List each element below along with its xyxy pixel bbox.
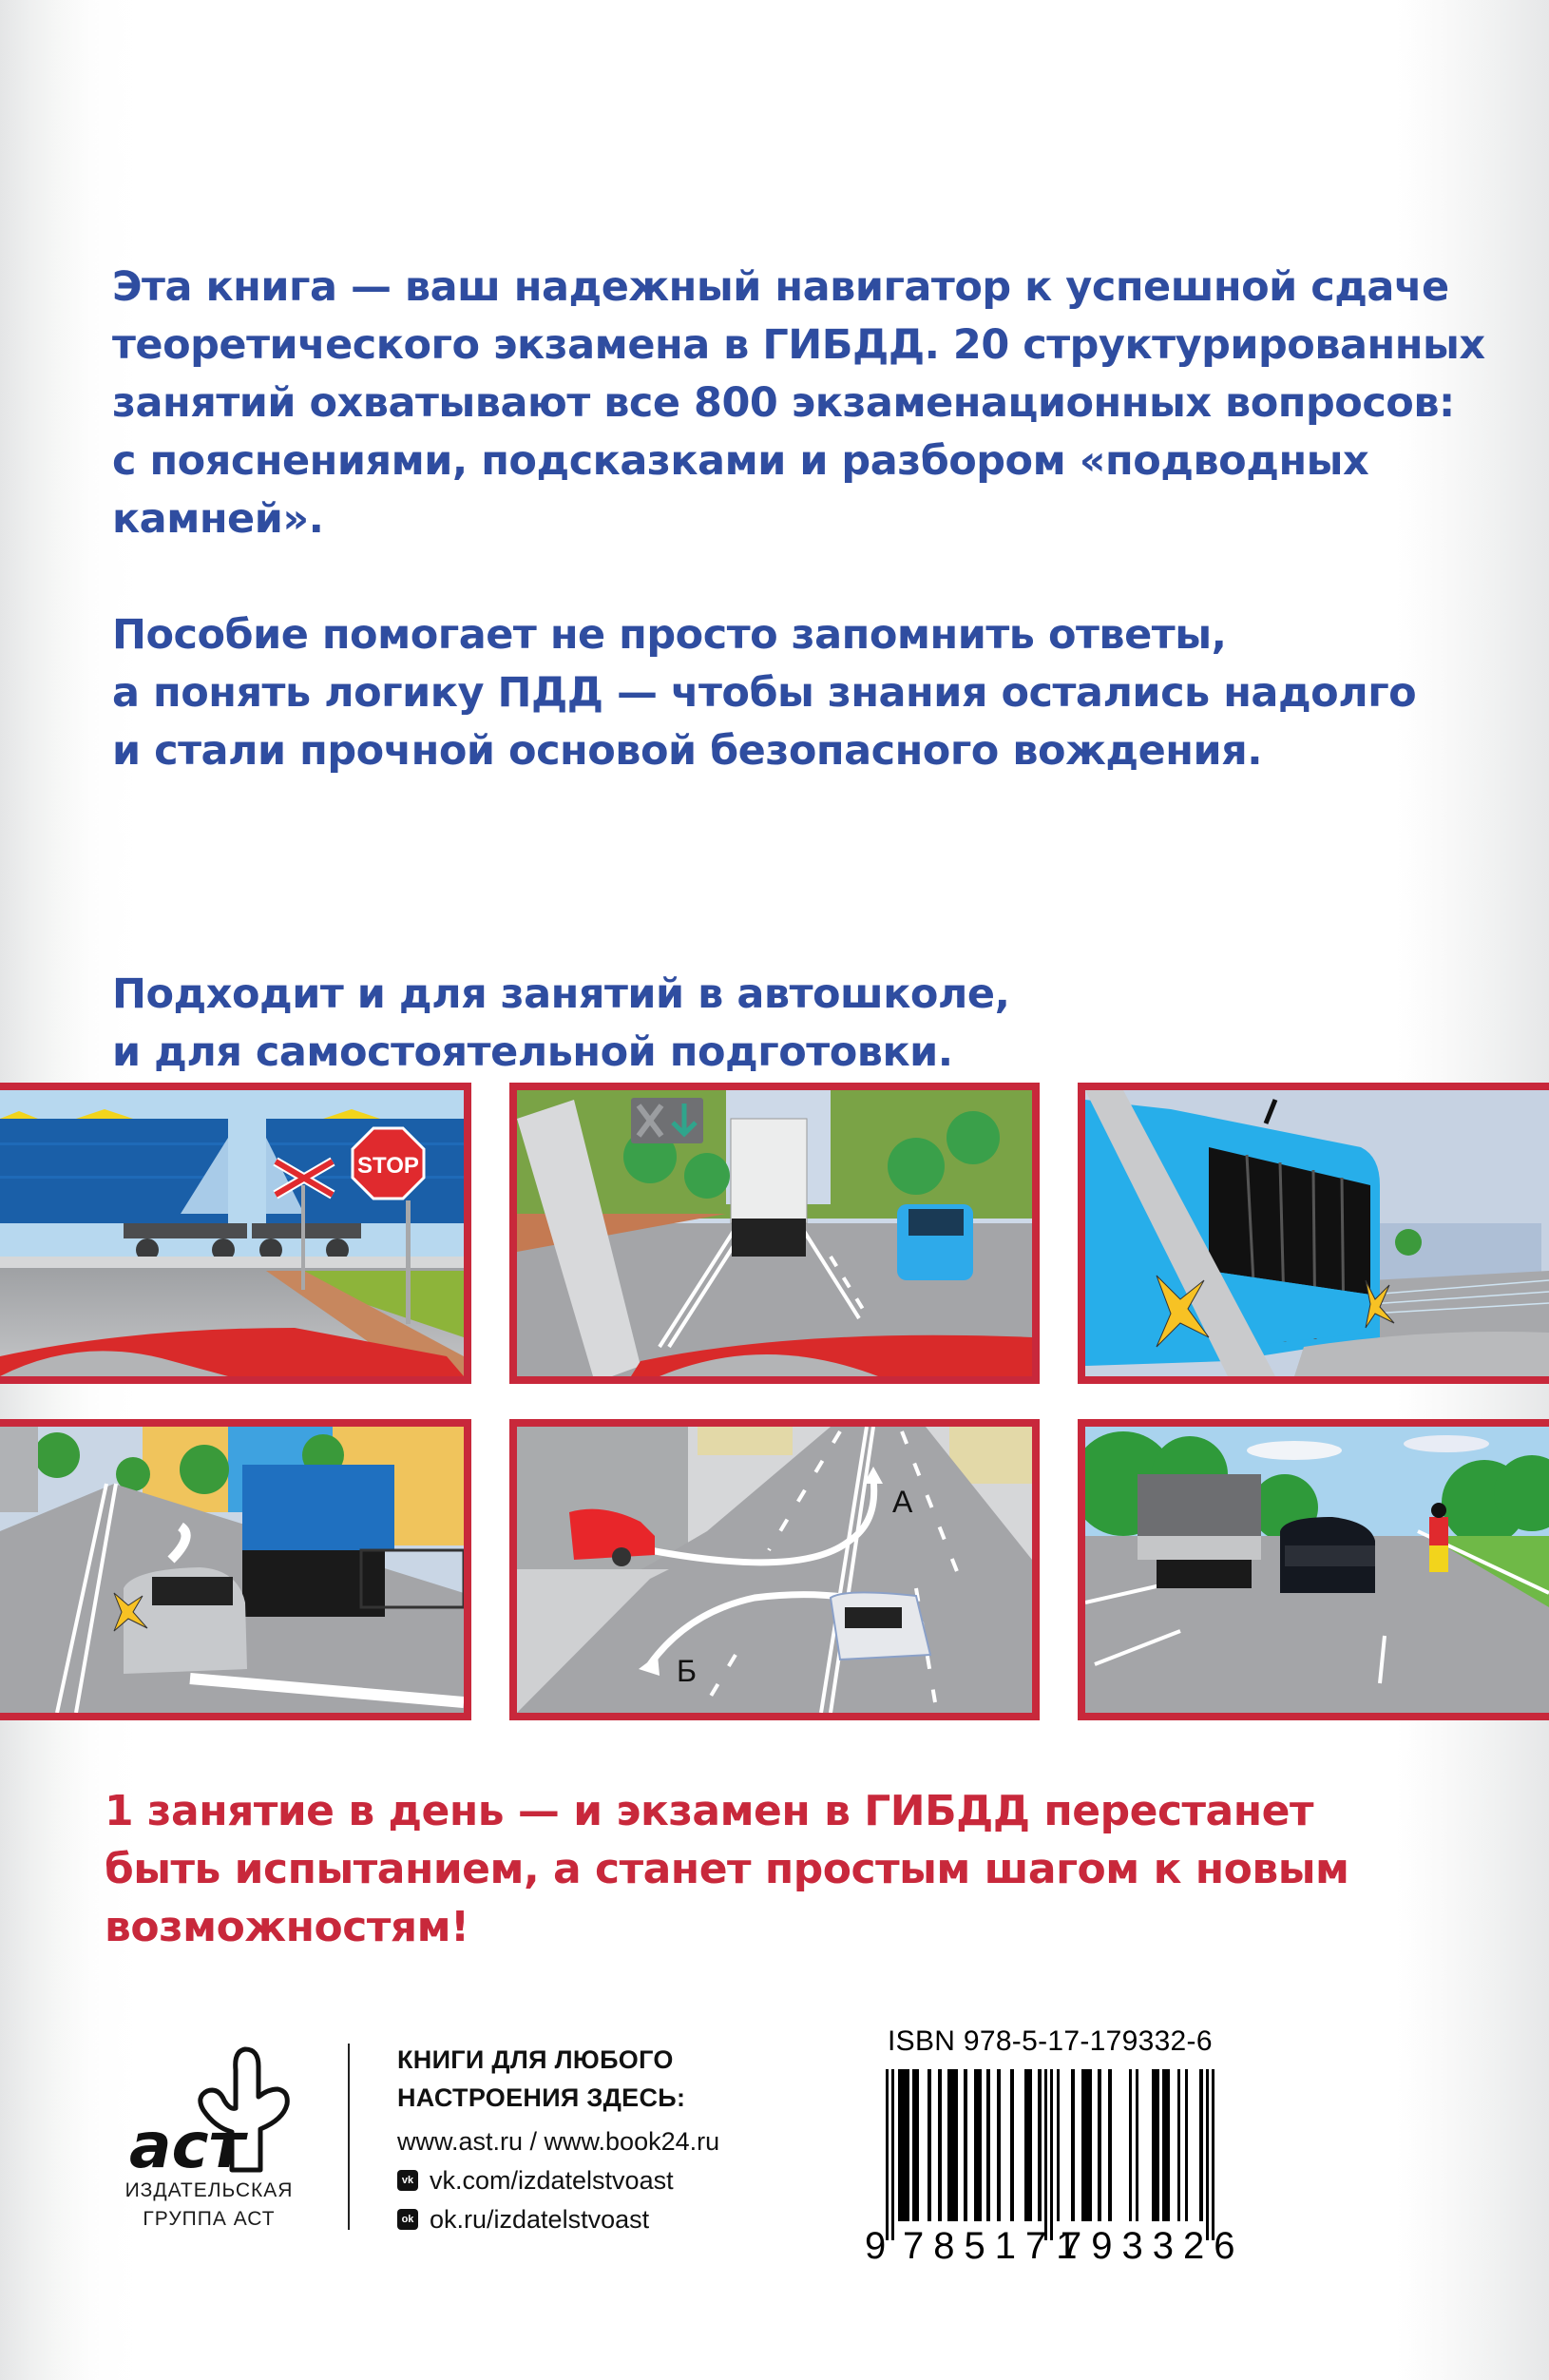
intro-paragraph-1: Эта книга — ваш надежный навигатор к успешной сдаче теоретического экзамена в ГИБДД. 20 структурированных занятий охватывают все 800 экзаменационных вопросов: с пояснениями, подсказками и разбором «подводных камней».: [112, 263, 1485, 543]
svg-text:Б: Б: [677, 1654, 697, 1688]
ok-link[interactable]: ok ok.ru/izdatelstvoast: [397, 2200, 719, 2238]
vk-icon: vk: [397, 2170, 418, 2191]
ean-left-group: 785171: [903, 2225, 1087, 2267]
contacts-block: [397, 2041, 719, 2238]
illustration-highway-motorcycle: [1078, 1419, 1549, 1720]
illustration-tram-collision: [1078, 1083, 1549, 1384]
illustration-intersection-turns: [509, 1419, 1040, 1720]
footer-divider: [348, 2044, 350, 2230]
intro-paragraph-3: Подходит и для занятий в автошколе, и для самостоятельной подготовки.: [112, 970, 1010, 1076]
svg-text:аст: аст: [129, 2109, 245, 2182]
isbn-label: ISBN 978-5-17-179332-6: [888, 2025, 1213, 2057]
intro-text: [112, 259, 1485, 1082]
svg-text:STOP: STOP: [357, 1153, 419, 1179]
publisher-caption: ИЗДАТЕЛЬСКАЯ ГРУППА АСТ: [124, 2179, 294, 2230]
websites-link[interactable]: www.ast.ru / www.book24.ru: [397, 2127, 720, 2156]
ok-icon: ok: [397, 2209, 418, 2230]
illustration-truck-overtaking: [0, 1419, 471, 1720]
ean-right-group: 793326: [1061, 2225, 1245, 2267]
barcode-icon: [886, 2069, 1228, 2240]
svg-text:А: А: [892, 1485, 913, 1519]
contacts-heading: КНИГИ ДЛЯ ЛЮБОГО НАСТРОЕНИЯ ЗДЕСЬ:: [397, 2045, 686, 2112]
illustration-railway-crossing: [0, 1083, 471, 1384]
intro-paragraph-2: Пособие помогает не просто запомнить ответы, а понять логику ПДД — чтобы знания остались надолго и стали прочной основой безопасного вождения.: [112, 611, 1417, 775]
ean-first-digit: 9: [865, 2225, 896, 2267]
tagline: 1 занятие в день — и экзамен в ГИБДД перестанет быть испытанием, а станет простым шагом к новым возможностям!: [105, 1787, 1349, 1951]
illustration-lane-signal-truck: [509, 1083, 1040, 1384]
isbn-barcode: [865, 2025, 1273, 2282]
vk-link[interactable]: vk vk.com/izdatelstvoast: [397, 2161, 719, 2199]
